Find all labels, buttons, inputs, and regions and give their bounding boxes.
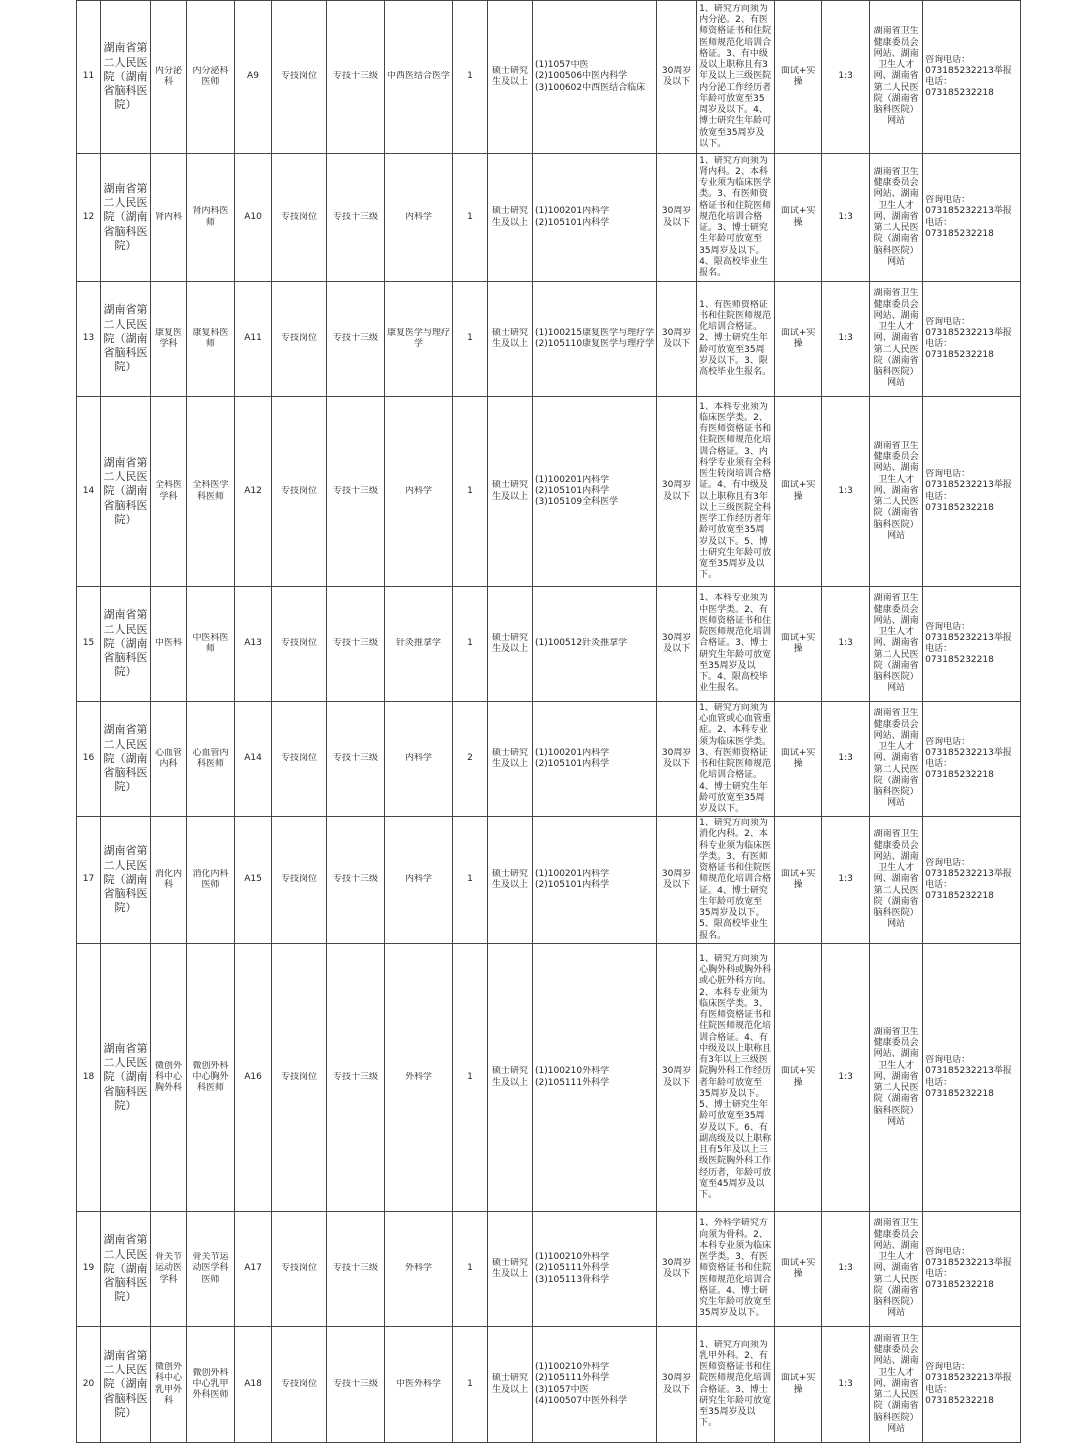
post-code: A12 [235, 397, 272, 587]
post-type: 专技岗位 [272, 397, 327, 587]
major: 内科学 [385, 817, 453, 944]
row-number: 19 [77, 1212, 101, 1327]
post-level: 专技十三级 [327, 1212, 385, 1327]
major-codes [533, 397, 657, 587]
major-code-line: (2)105101内科学 [535, 759, 610, 769]
table-row [77, 282, 1021, 397]
exam-ratio: 1:3 [822, 587, 870, 702]
department: 微创外科中心胸外科 [151, 944, 187, 1212]
major: 外科学 [385, 944, 453, 1212]
table-row [77, 154, 1021, 282]
major-codes [533, 154, 657, 282]
post-name: 骨关节运动医学科医师 [187, 1212, 235, 1327]
other-requirements: 1、研究方向须为消化内科。2、本科专业须为临床医学类。3、有医师资格证书和住院医师规范化培训合格证。4、博士研究生年龄可放宽至35周岁及以下。5、限高校毕业生报名。 [697, 817, 775, 944]
post-name: 康复科医师 [187, 282, 235, 397]
education: 硕士研究生及以上 [488, 817, 533, 944]
age-limit: 30周岁及以下 [657, 944, 697, 1212]
other-requirements: 1、本科专业须为中医学类。2、有医师资格证书和住院医师规范化培训合格证。3、博士研究生年龄可放宽至35周岁及以下。4、限高校毕业生报名。 [697, 587, 775, 702]
hiring-count: 1 [453, 587, 488, 702]
major-code-line: (1)100201内科学 [535, 206, 610, 217]
age-limit: 30周岁及以下 [657, 702, 697, 817]
post-name: 中医科医师 [187, 587, 235, 702]
post-name: 消化内科医师 [187, 817, 235, 944]
table-row [77, 817, 1021, 944]
row-number: 20 [77, 1327, 101, 1443]
department: 骨关节运动医学科 [151, 1212, 187, 1327]
hiring-count: 1 [453, 1327, 488, 1443]
post-type: 专技岗位 [272, 282, 327, 397]
major-code-line: (3)105113骨科学 [535, 1274, 610, 1285]
major-code-line: (1)100210外科学 [535, 1066, 610, 1077]
hospital-name: 湖南省第二人民医院（湖南省脑科医院） [101, 154, 151, 282]
department: 消化内科 [151, 817, 187, 944]
education: 硕士研究生及以上 [488, 587, 533, 702]
education: 硕士研究生及以上 [488, 282, 533, 397]
hiring-count: 1 [453, 397, 488, 587]
exam-ratio: 1:3 [822, 944, 870, 1212]
other-requirements: 1、研究方向须为心血管或心血管重症。2、本科专业须为临床医学类。3、有医师资格证书和住院医师规范化培训合格证。4、博士研究生年龄可放宽至35周岁及以下。 [697, 702, 775, 817]
exam-method: 面试+实操 [775, 817, 822, 944]
post-type: 专技岗位 [272, 1212, 327, 1327]
publish-channel: 湖南省卫生健康委员会网站、湖南卫生人才网、湖南省第二人民医院（湖南省脑科医院）网站 [870, 587, 923, 702]
post-level: 专技十三级 [327, 1, 385, 154]
education: 硕士研究生及以上 [488, 1212, 533, 1327]
major-codes [533, 944, 657, 1212]
publish-channel: 湖南省卫生健康委员会网站、湖南卫生人才网、湖南省第二人民医院（湖南省脑科医院）网站 [870, 282, 923, 397]
hiring-count: 1 [453, 282, 488, 397]
exam-ratio: 1:3 [822, 154, 870, 282]
age-limit: 30周岁及以下 [657, 1212, 697, 1327]
age-limit: 30周岁及以下 [657, 1327, 697, 1443]
department: 微创外科中心乳甲外科 [151, 1327, 187, 1443]
education: 硕士研究生及以上 [488, 702, 533, 817]
post-name: 微创外科中心胸外科医师 [187, 944, 235, 1212]
post-name: 全科医学科医师 [187, 397, 235, 587]
exam-method: 面试+实操 [775, 154, 822, 282]
post-code: A10 [235, 154, 272, 282]
exam-ratio: 1:3 [822, 1212, 870, 1327]
major-codes [533, 1212, 657, 1327]
major: 中医外科学 [385, 1327, 453, 1443]
table-body [77, 1, 1021, 1443]
major-codes [533, 702, 657, 817]
major-code-line: (1)100215康复医学与理疗学 [535, 327, 655, 338]
row-number: 14 [77, 397, 101, 587]
age-limit: 30周岁及以下 [657, 587, 697, 702]
hiring-count: 1 [453, 154, 488, 282]
post-code: A18 [235, 1327, 272, 1443]
other-requirements: 1、有医师资格证书和住院医师规范化培训合格证。2、博士研究生年龄可放宽至35周岁及以下。3、限高校毕业生报名。 [697, 282, 775, 397]
post-code: A11 [235, 282, 272, 397]
table-row [77, 702, 1021, 817]
exam-method: 面试+实操 [775, 1212, 822, 1327]
major-code-line: (3)100602中西医结合临床 [535, 82, 646, 93]
hiring-count: 2 [453, 702, 488, 817]
major-code-line: (4)100507中医外科学 [535, 1395, 628, 1406]
table-row [77, 397, 1021, 587]
contact-phone: 咨询电话：073185232213举报电话：073185232218 [923, 587, 1021, 702]
publish-channel: 湖南省卫生健康委员会网站、湖南卫生人才网、湖南省第二人民医院（湖南省脑科医院）网站 [870, 1212, 923, 1327]
post-code: A15 [235, 817, 272, 944]
post-level: 专技十三级 [327, 587, 385, 702]
post-level: 专技十三级 [327, 1327, 385, 1443]
post-name: 心血管内科医师 [187, 702, 235, 817]
other-requirements: 1、研究方向须为内分泌。2、有医师资格证书和住院医师规范化培训合格证。3、有中级及以上职称且有3年及以上三级医院内分泌工作经历者年龄可放宽至35周岁及以下。4、博士研究生年龄可放宽至35周岁及以下。 [697, 1, 775, 154]
major: 内科学 [385, 702, 453, 817]
major: 内科学 [385, 397, 453, 587]
major-code-line: (1)100201内科学 [535, 868, 610, 879]
education: 硕士研究生及以上 [488, 944, 533, 1212]
other-requirements: 1、研究方向须为心胸外科或胸外科或心脏外科方向。2、本科专业须为临床医学类。3、有医师资格证书和住院医师规范化培训合格证。4、有中级及以上职称且有3年以上三级医院胸外科工作经历者年龄可放宽至35周岁及以下。5、博士研究生年龄可放宽至35周岁及以下。6、有副高级及以上职称且有5年及以上三级医院胸外科工作经历者，年龄可放宽至45周岁及以下。 [697, 944, 775, 1212]
department: 全科医学科 [151, 397, 187, 587]
major-code-line: (2)105110康复医学与理疗学 [535, 339, 655, 349]
major: 中西医结合医学 [385, 1, 453, 154]
contact-phone: 咨询电话：073185232213举报电话：073185232218 [923, 817, 1021, 944]
contact-phone: 咨询电话：073185232213举报电话：073185232218 [923, 702, 1021, 817]
age-limit: 30周岁及以下 [657, 817, 697, 944]
publish-channel: 湖南省卫生健康委员会网站、湖南卫生人才网、湖南省第二人民医院（湖南省脑科医院）网站 [870, 1, 923, 154]
publish-channel: 湖南省卫生健康委员会网站、湖南卫生人才网、湖南省第二人民医院（湖南省脑科医院）网站 [870, 702, 923, 817]
hiring-count: 1 [453, 1212, 488, 1327]
major-codes [533, 587, 657, 702]
row-number: 18 [77, 944, 101, 1212]
department: 内分泌科 [151, 1, 187, 154]
major-code-line: (3)105109全科医学 [535, 497, 619, 508]
table-row [77, 1212, 1021, 1327]
major-code-line: (2)105111外科学 [535, 1077, 610, 1088]
table-row [77, 944, 1021, 1212]
age-limit: 30周岁及以下 [657, 1, 697, 154]
contact-phone: 咨询电话：073185232213举报电话：073185232218 [923, 1327, 1021, 1443]
exam-method: 面试+实操 [775, 282, 822, 397]
age-limit: 30周岁及以下 [657, 282, 697, 397]
major-code-line: (3)1057中医 [535, 1384, 589, 1395]
recruitment-table [76, 0, 1021, 1443]
major-code-line: (2)105101内科学 [535, 485, 610, 496]
hospital-name: 湖南省第二人民医院（湖南省脑科医院） [101, 1212, 151, 1327]
post-name: 微创外科中心乳甲外科医师 [187, 1327, 235, 1443]
row-number: 11 [77, 1, 101, 154]
hiring-count: 1 [453, 1, 488, 154]
major-code-line: (1)100210外科学 [535, 1252, 610, 1263]
hospital-name: 湖南省第二人民医院（湖南省脑科医院） [101, 1, 151, 154]
major-code-line: (1)100201内科学 [535, 474, 610, 485]
major-code-line: (2)105111外科学 [535, 1373, 610, 1384]
hospital-name: 湖南省第二人民医院（湖南省脑科医院） [101, 1327, 151, 1443]
hospital-name: 湖南省第二人民医院（湖南省脑科医院） [101, 397, 151, 587]
age-limit: 30周岁及以下 [657, 154, 697, 282]
hiring-count: 1 [453, 817, 488, 944]
exam-ratio: 1:3 [822, 1, 870, 154]
post-level: 专技十三级 [327, 282, 385, 397]
hospital-name: 湖南省第二人民医院（湖南省脑科医院） [101, 282, 151, 397]
post-name: 肾内科医师 [187, 154, 235, 282]
contact-phone: 咨询电话：073185232213举报电话：073185232218 [923, 154, 1021, 282]
hospital-name: 湖南省第二人民医院（湖南省脑科医院） [101, 817, 151, 944]
exam-method: 面试+实操 [775, 702, 822, 817]
major: 外科学 [385, 1212, 453, 1327]
publish-channel: 湖南省卫生健康委员会网站、湖南卫生人才网、湖南省第二人民医院（湖南省脑科医院）网站 [870, 154, 923, 282]
table-row [77, 1327, 1021, 1443]
major: 康复医学与理疗学 [385, 282, 453, 397]
major-code-line: (1)100201内科学 [535, 747, 610, 758]
publish-channel: 湖南省卫生健康委员会网站、湖南卫生人才网、湖南省第二人民医院（湖南省脑科医院）网站 [870, 397, 923, 587]
exam-method: 面试+实操 [775, 1, 822, 154]
major-codes [533, 1327, 657, 1443]
major-code-line: (1)100512针灸推拿学 [535, 638, 628, 649]
major-code-line: (2)105101内科学 [535, 217, 610, 228]
other-requirements: 1、研究方向须为肾内科。2、本科专业须为临床医学类。3、有医师资格证书和住院医师规范化培训合格证。3、博士研究生年龄可放宽至35周岁及以下。4、限高校毕业生报名。 [697, 154, 775, 282]
major-codes [533, 282, 657, 397]
education: 硕士研究生及以上 [488, 1327, 533, 1443]
contact-phone: 咨询电话：073185232213举报电话：073185232218 [923, 1, 1021, 154]
post-type: 专技岗位 [272, 944, 327, 1212]
exam-ratio: 1:3 [822, 397, 870, 587]
row-number: 15 [77, 587, 101, 702]
exam-method: 面试+实操 [775, 587, 822, 702]
post-code: A16 [235, 944, 272, 1212]
hospital-name: 湖南省第二人民医院（湖南省脑科医院） [101, 702, 151, 817]
row-number: 12 [77, 154, 101, 282]
education: 硕士研究生及以上 [488, 1, 533, 154]
hospital-name: 湖南省第二人民医院（湖南省脑科医院） [101, 944, 151, 1212]
major-code-line: (2)105101内科学 [535, 880, 610, 890]
post-level: 专技十三级 [327, 397, 385, 587]
table-row [77, 1, 1021, 154]
exam-ratio: 1:3 [822, 702, 870, 817]
other-requirements: 1、本科专业须为临床医学类。2、有医师资格证书和住院医师规范化培训合格证。3、内科学专业须有全科医生转岗培训合格证。4、有中级及以上职称且有3年以上三级医院全科医学工作经历者年龄可放宽至35周岁及以下。5、博士研究生年龄可放宽至35周岁及以下。 [697, 397, 775, 587]
education: 硕士研究生及以上 [488, 154, 533, 282]
post-type: 专技岗位 [272, 154, 327, 282]
row-number: 13 [77, 282, 101, 397]
publish-channel: 湖南省卫生健康委员会网站、湖南卫生人才网、湖南省第二人民医院（湖南省脑科医院）网站 [870, 944, 923, 1212]
post-type: 专技岗位 [272, 1327, 327, 1443]
post-level: 专技十三级 [327, 154, 385, 282]
exam-ratio: 1:3 [822, 817, 870, 944]
major-codes [533, 817, 657, 944]
department: 中医科 [151, 587, 187, 702]
major-codes [533, 1, 657, 154]
publish-channel: 湖南省卫生健康委员会网站、湖南卫生人才网、湖南省第二人民医院（湖南省脑科医院）网站 [870, 1327, 923, 1443]
exam-ratio: 1:3 [822, 282, 870, 397]
exam-method: 面试+实操 [775, 397, 822, 587]
major: 内科学 [385, 154, 453, 282]
contact-phone: 咨询电话：073185232213举报电话：073185232218 [923, 282, 1021, 397]
row-number: 17 [77, 817, 101, 944]
major-code-line: (1)1057中医 [535, 60, 589, 71]
post-type: 专技岗位 [272, 1, 327, 154]
major-code-line: (2)100506中医内科学 [535, 71, 628, 82]
post-code: A14 [235, 702, 272, 817]
exam-ratio: 1:3 [822, 1327, 870, 1443]
other-requirements: 1、外科学研究方向须为骨科。2、本科专业须为临床医学类。3、有医师资格证书和住院医师规范化培训合格证。4、博士研究生年龄可放宽至35周岁及以下。 [697, 1212, 775, 1327]
other-requirements: 1、研究方向须为乳甲外科。2、有医师资格证书和住院医师规范化培训合格证。3、博士研究生年龄可放宽至35周岁及以下。 [697, 1327, 775, 1443]
age-limit: 30周岁及以下 [657, 397, 697, 587]
education: 硕士研究生及以上 [488, 397, 533, 587]
post-type: 专技岗位 [272, 702, 327, 817]
post-level: 专技十三级 [327, 944, 385, 1212]
contact-phone: 咨询电话：073185232213举报电话：073185232218 [923, 944, 1021, 1212]
department: 肾内科 [151, 154, 187, 282]
post-code: A9 [235, 1, 272, 154]
post-level: 专技十三级 [327, 702, 385, 817]
hospital-name: 湖南省第二人民医院（湖南省脑科医院） [101, 587, 151, 702]
major-code-line: (1)100210外科学 [535, 1362, 610, 1372]
contact-phone: 咨询电话：073185232213举报电话：073185232218 [923, 1212, 1021, 1327]
contact-phone: 咨询电话：073185232213举报电话：073185232218 [923, 397, 1021, 587]
post-level: 专技十三级 [327, 817, 385, 944]
post-type: 专技岗位 [272, 817, 327, 944]
row-number: 16 [77, 702, 101, 817]
exam-method: 面试+实操 [775, 944, 822, 1212]
department: 心血管内科 [151, 702, 187, 817]
table-row [77, 587, 1021, 702]
department: 康复医学科 [151, 282, 187, 397]
post-type: 专技岗位 [272, 587, 327, 702]
publish-channel: 湖南省卫生健康委员会网站、湖南卫生人才网、湖南省第二人民医院（湖南省脑科医院）网站 [870, 817, 923, 944]
post-name: 内分泌科医师 [187, 1, 235, 154]
post-code: A17 [235, 1212, 272, 1327]
hiring-count: 1 [453, 944, 488, 1212]
exam-method: 面试+实操 [775, 1327, 822, 1443]
major: 针灸推拿学 [385, 587, 453, 702]
major-code-line: (2)105111外科学 [535, 1263, 610, 1274]
post-code: A13 [235, 587, 272, 702]
